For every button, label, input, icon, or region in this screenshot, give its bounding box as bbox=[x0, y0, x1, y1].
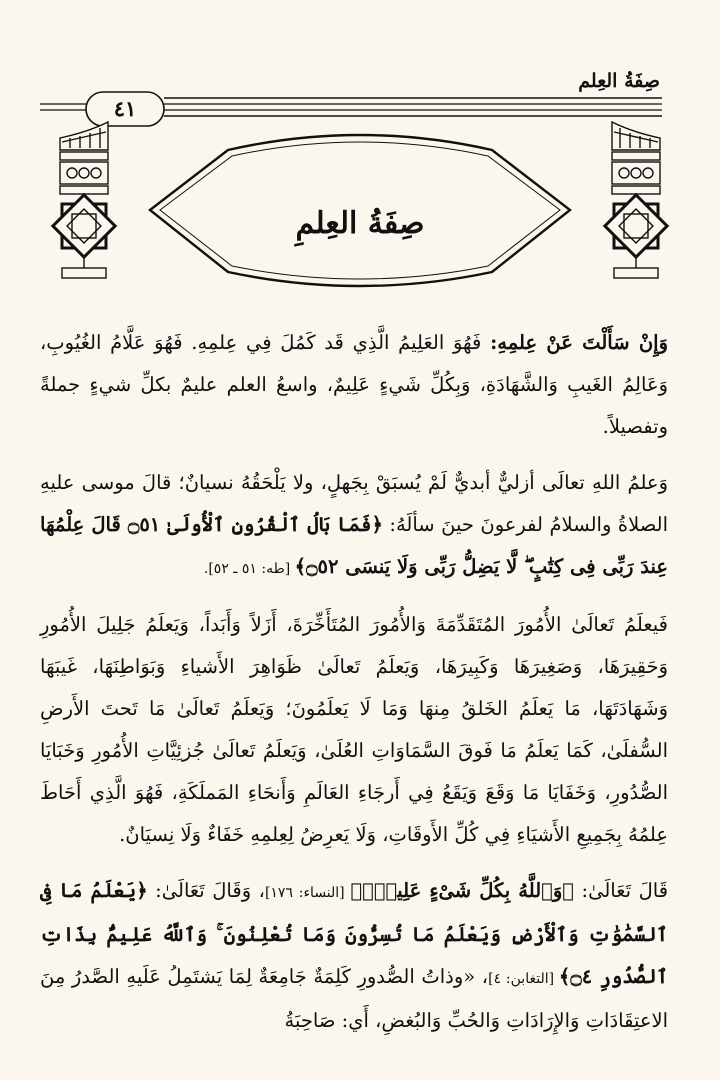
paragraph-2 bbox=[40, 462, 668, 590]
quran-verse: ﴿وَٱللَّهُ بِكُلِّ شَىْءٍ عَلِيمٌۢ﴾ bbox=[350, 879, 574, 902]
paragraph-text: قَالَ تَعَالَىٰ: bbox=[573, 879, 669, 902]
quran-verse: ﴿فَمَا بَالُ ٱلْقُرُونِ ٱلْأُولَىٰ ۝٥١ قَالَ عِلْمُهَا عِندَ رَبِّى فِى كِتَٰبٍ ۖ لَّا يَضِلُّ رَبِّى وَلَا يَنسَى ۝٥٢﴾ bbox=[40, 513, 668, 578]
chapter-title: صِفَةُ العِلمِ bbox=[295, 206, 425, 241]
page-number: ٤١ bbox=[113, 96, 137, 121]
paragraph-lead: وَإِنْ سَأَلْتَ عَنْ عِلمِهِ: bbox=[490, 331, 668, 354]
paragraph-1 bbox=[40, 322, 668, 448]
quran-verse: ﴿يَعْلَمُ مَا فِى ٱلسَّمَٰوَٰتِ وَٱلْأَرْضِ وَيَعْلَمُ مَا تُسِرُّونَ وَمَا تُعْلِنُونَ ۚ وَٱللَّهُ عَلِيمٌۢ بِذَاتِ ٱلصُّدُورِ ۝٤﴾ bbox=[40, 879, 669, 988]
chapter-heading-ornament bbox=[0, 0, 720, 320]
paragraph-text: وَعلمُ اللهِ تعالَى أزليٌّ أبديٌّ لَمْ يُسبَقْ بِجَهلٍ، ولا يَلْحَقُهُ نسيانٌ؛ قالَ موسى عليهِ الصلاةُ والسلامُ لفرعونَ حينَ سألَهُ: bbox=[40, 471, 668, 536]
right-tower-ornament bbox=[605, 122, 667, 278]
paragraph-text: فَهُوَ العَلِيمُ الَّذِي قَد كَمُلَ فِي عِلمِهِ. فَهُوَ عَلَّامُ الغُيُوبِ، وَعَالِمُ الغَيبِ وَالشَّهَادَةِ، وَبِكُلِّ شَيءٍ عَلِيمٌ، واسعُ العلم عليمٌ بكلِّ شيءٍ جملةً وتفصيلاً. bbox=[40, 331, 668, 438]
paragraph-text: فَيعلَمُ تَعالَىٰ الأُمُورَ المُتَقَدِّمَةَ وَالأُمُورَ المُتَأَخِّرَةَ، أَزَلاً وَأَبَداً، وَيَعلَمُ جَلِيلَ الأُمُورِ وَحَقِيرَهَا، وَصَغِيرَهَا وَكَبِيرَهَا، وَيَعلَمُ تَعالَىٰ ظَوَاهِرَ الأَشياءِ وَبَوَاطِنَهَا، غَيبَهَا وَشَهَادَتَهَا، مَا يَعلَمُ الخَلقُ مِنهَا وَمَا لَا يَعلَمُونَ؛ وَيَعلَمُ تَعالَىٰ مَا تَحتَ الأَرضِ السُّفلَىٰ، كَمَا يَعلَمُ مَا فَوقَ السَّمَاوَاتِ العُلَىٰ، وَيَعلَمُ تَعالَىٰ جُزئِيَّاتِ الأُمُورِ وَخَبَايَا الصُّدُورِ، وَخَفَايَا مَا وَقَعَ وَيَقَعُ فِي أَرجَاءِ العَالَمِ وَأَنحَاءِ المَملَكَةِ، فَهُوَ الَّذِي أَحَاطَ عِلمُهُ بِجَمِيعِ الأَشيَاءِ فِي كُلِّ الأَوقَاتِ، وَلَا يَعرِضُ لِعِلمِهِ خَفَاءٌ وَلَا نِسيَانٌ. bbox=[40, 613, 668, 846]
paragraph-text: ، وَقَالَ تَعَالَىٰ: bbox=[147, 879, 265, 902]
verse-reference: [طه: ٥١ ـ ٥٢]. bbox=[203, 561, 295, 577]
left-tower-ornament bbox=[53, 122, 115, 278]
paragraph-3 bbox=[40, 604, 668, 856]
running-title: صِفَةُ العِلم bbox=[578, 70, 660, 92]
paragraph-text: ، «وذاتُ الصُّدورِ كَلِمَةٌ جَامِعَةٌ لِمَا يَشتَمِلُ عَلَيهِ الصَّدرُ مِنَ الاعتِقَادَاتِ وَالإِرَادَاتِ وَالحُبِّ وَالبُغضِ، أَي: صَاحِبَةُ bbox=[40, 965, 668, 1032]
paragraph-4 bbox=[40, 870, 668, 1042]
verse-reference: [التغابن: ٤] bbox=[488, 971, 559, 987]
verse-reference: [النساء: ١٧٦] bbox=[264, 885, 351, 901]
body-text bbox=[40, 322, 668, 1056]
